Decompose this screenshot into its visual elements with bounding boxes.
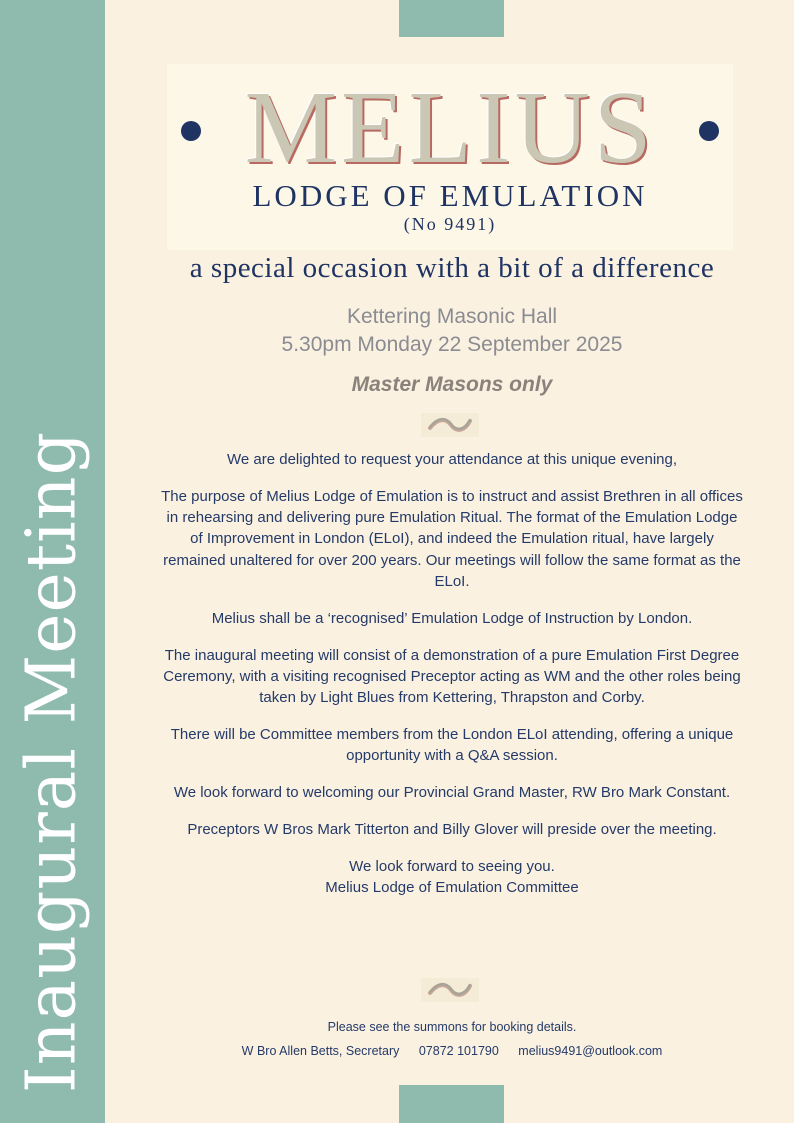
invitation-body — [160, 449, 744, 898]
paragraph-ceremony: The inaugural meeting will consist of a demonstration of a pure Emulation First Degree Ceremony, with a visiting recognised Preceptor acting as WM and the other roles being taken by Light Blues from Kettering, Thrapston and Corby. — [163, 646, 741, 707]
booking-note: Please see the summons for booking details. — [327, 1020, 577, 1034]
sidebar-title: Inaugural Meeting — [12, 430, 92, 1094]
paragraph-pgm: We look forward to welcoming our Provincial Grand Master, RW Bro Mark Constant. — [173, 784, 731, 802]
secretary-name: W Bro Allen Betts, Secretary — [241, 1044, 400, 1058]
signature-line: Melius Lodge of Emulation Committee — [325, 878, 579, 896]
tilde-swirl-icon — [421, 413, 479, 437]
tilde-swirl-icon — [421, 978, 479, 1002]
event-datetime: 5.30pm Monday 22 September 2025 — [281, 333, 623, 356]
event-venue: Kettering Masonic Hall — [346, 305, 558, 328]
attendance-restriction: Master Masons only — [351, 373, 553, 396]
paragraph-recognition: Melius shall be a ‘recognised’ Emulation Lodge of Instruction by London. — [211, 609, 693, 627]
paragraph-closing: We look forward to seeing you. Melius Lodge of Emulation Committee — [325, 857, 579, 896]
lodge-logo — [167, 64, 733, 250]
top-tab-decoration — [399, 0, 504, 37]
paragraph-purpose: The purpose of Melius Lodge of Emulation is to instruct and assist Brethren in all offices in rehearsing and delivering pure Emulation Ritual. The format of the Emulation Lodge of Improvement in London (ELoI), and indeed the Emulation ritual, have largely remained unaltered for over 200 years. Our meetings will follow the same format as the ELoI. — [161, 487, 743, 590]
email-address[interactable]: melius9491@outlook.com — [518, 1044, 663, 1058]
paragraph-greeting: We are delighted to request your attendance at this unique evening, — [226, 451, 678, 468]
paragraph-preceptors: Preceptors W Bros Mark Titterton and Billy Glover will preside over the meeting. — [187, 820, 717, 838]
phone-number[interactable]: 07872 101790 — [418, 1044, 499, 1058]
event-details — [110, 303, 794, 359]
contact-line — [110, 1044, 794, 1058]
paragraph-committee: There will be Committee members from the London ELoI attending, offering a unique opportunity with a Q&A session. — [170, 725, 734, 765]
bottom-tab-decoration — [399, 1085, 504, 1123]
tagline: a special occasion with a bit of a difference — [189, 252, 715, 284]
logo-name: MELIUS — [244, 70, 656, 185]
sidebar-band — [0, 0, 105, 1123]
logo-subtitle: LODGE OF EMULATION — [252, 178, 648, 213]
logo-number: (No 9491) — [403, 214, 497, 234]
